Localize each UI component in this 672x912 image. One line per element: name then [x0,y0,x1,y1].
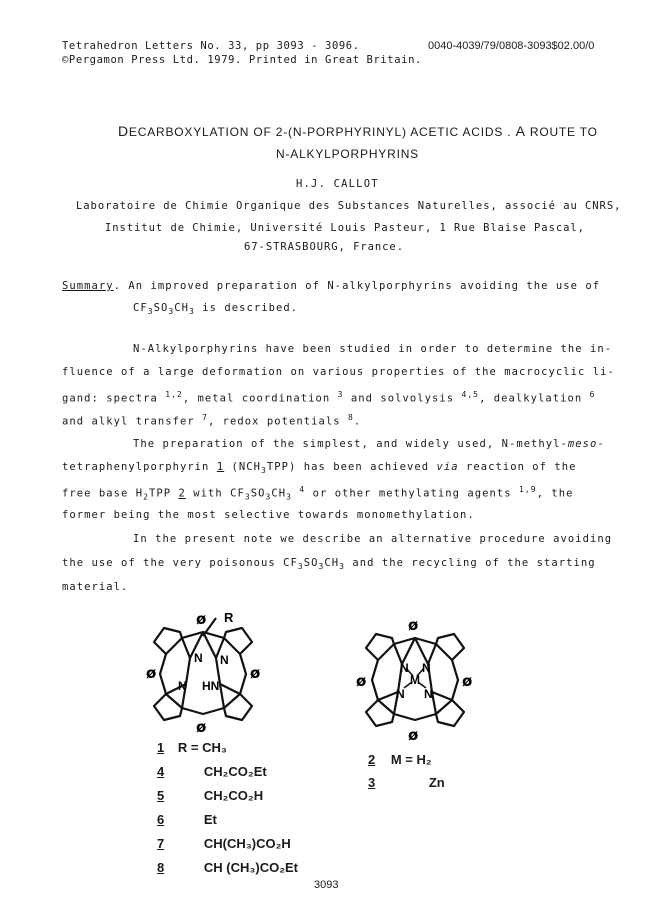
n-atom-label: N [220,653,229,667]
hn-atom-label: HN [202,679,220,693]
r-substituent-label: R [224,610,234,625]
phenyl-symbol: ø [408,616,419,634]
phenyl-symbol: ø [146,664,157,682]
para1-line3: gand: spectra $^{1,2}$, metal coordination $^3$ and solvolysis $^{4,5}$, dealkylation $^6$ [62,390,596,405]
n-atom-label: N [396,687,405,701]
affiliation-line1: Laboratoire de Chimie Organique des Substances Naturelles, associé au CNRS, [76,200,622,212]
author: H.J. CALLOT [296,178,379,190]
para2-line4: former being the most selective towards monomethylation. [62,509,475,521]
para1-line2: fluence of a large deformation on various properties of the macrocyclic li- [62,366,615,378]
para1-line4: and alkyl transfer $^7$, redox potentials $^8$. [62,413,362,428]
n-atom-label: N [400,661,409,675]
compound-entry: 1 R = CH₃ [157,740,227,755]
compound-entry: 6 Et [157,812,217,827]
phenyl-symbol: ø [196,610,207,628]
para2-line2: tetraphenylporphyrin 1 $(NCH_3TPP)$ has been achieved via reaction of the [62,461,577,476]
para2-line1: The preparation of the simplest, and widely used, N-methyl-meso- [133,438,605,450]
summary-line2: $CF_3SO_3CH_3$ is described. [133,302,299,317]
compound-entry: 8 CH (CH₃)CO₂Et [157,860,298,875]
compound-entry: 7 CH(CH₃)CO₂H [157,836,291,851]
metalloporphyrin-structure [340,614,490,750]
compound-entry: 3 Zn [368,775,445,790]
summary-line1: Summary. An improved preparation of N-alkylporphyrins avoiding the use of [62,280,601,292]
article-title-line2: N-ALKYLPORPHYRINS [276,147,419,161]
n-atom-label: N [422,661,431,675]
n-atom-label: N [194,651,203,665]
n-alkylporphyrin-structure [128,598,278,738]
phenyl-symbol: ø [462,672,473,690]
copyright-line: ©Pergamon Press Ltd. 1979. Printed in Great Britain. [62,54,422,66]
article-code: 0040-4039/79/0808-3093$02.00/0 [428,40,595,52]
metal-label: M [410,673,420,687]
phenyl-symbol: ø [196,718,207,736]
journal-line: Tetrahedron Letters No. 33, pp 3093 - 3096. [62,40,360,52]
phenyl-symbol: ø [408,726,419,744]
compound-entry: 4 CH₂CO₂Et [157,764,267,779]
phenyl-symbol: ø [356,672,367,690]
n-atom-label: N [178,679,187,693]
compound-entry: 2 M = H₂ [368,752,432,767]
affiliation-line3: 67-STRASBOURG, France. [244,241,404,253]
para3-line3: material. [62,581,129,593]
para3-line1: In the present note we describe an alternative procedure avoiding [133,533,613,545]
n-atom-label: N [424,687,433,701]
affiliation-line2: Institut de Chimie, Université Louis Pasteur, 1 Rue Blaise Pascal, [105,222,585,234]
compound-entry: 5 CH₂CO₂H [157,788,264,803]
phenyl-symbol: ø [250,664,261,682]
page-number: 3093 [314,879,339,891]
para2-line3: free base $H_2TPP$ 2 with $CF_3SO_3CH_3$ $^4$ or other methylating agents $^{1,9}$, the [62,485,574,502]
para1-line1: N-Alkylporphyrins have been studied in order to determine the in- [133,343,613,355]
summary-label: Summary [62,280,114,292]
para3-line2: the use of the very poisonous $CF_3SO_3CH_3$ and the recycling of the starting [62,557,596,572]
article-title-line1: DECARBOXYLATION OF 2-(N-PORPHYRINYL) ACETIC ACIDS . A ROUTE TO [118,123,598,139]
